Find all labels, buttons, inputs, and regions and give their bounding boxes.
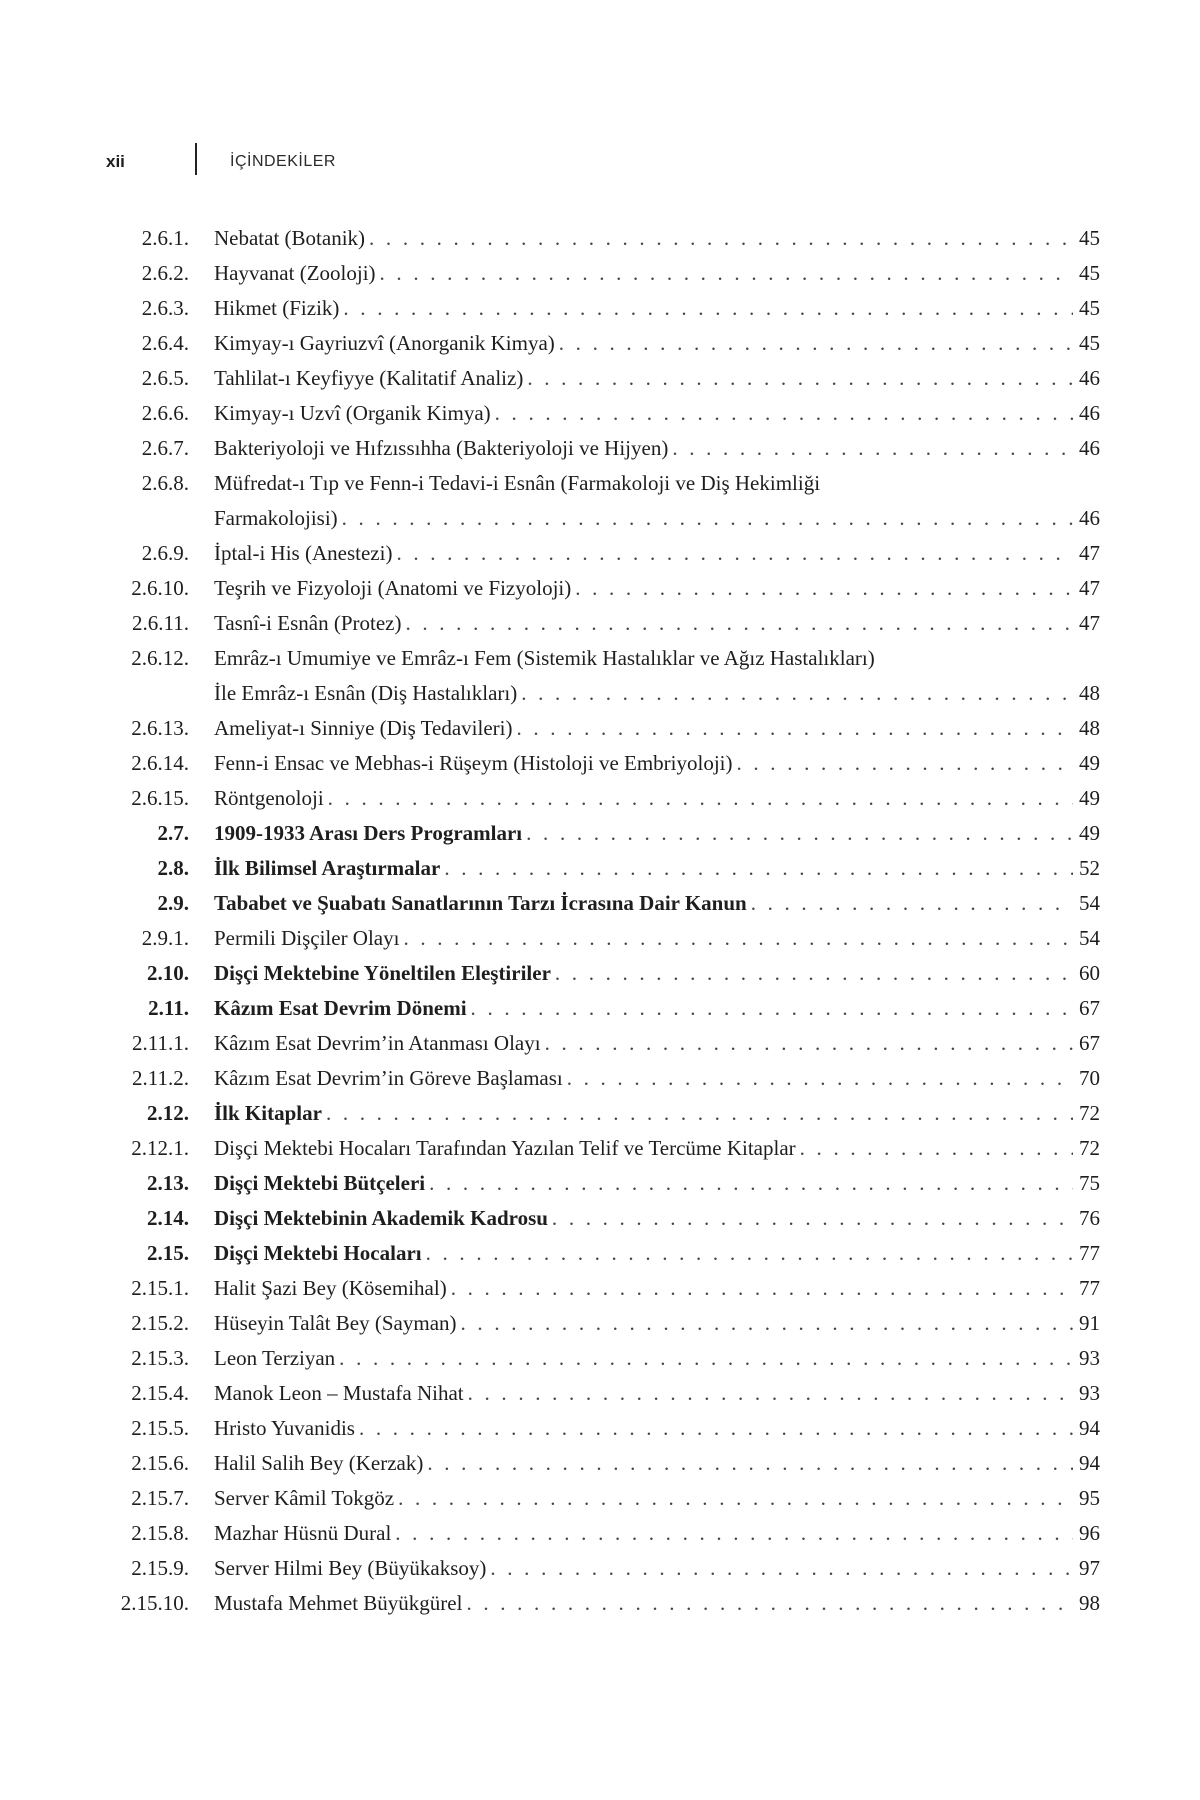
toc-entry-page: 49 [1079,821,1100,845]
dot-leader [466,1586,1073,1621]
toc-entry-number: 2.9. [157,891,189,915]
toc-entry-page: 49 [1079,751,1100,775]
toc-entry-title-area [214,606,1100,641]
dot-leader [444,851,1073,886]
toc-entry[interactable] [0,571,1200,606]
toc-entry-title-area [214,256,1100,291]
toc-entry[interactable] [0,1236,1200,1271]
toc-entry[interactable] [0,606,1200,641]
toc-entry-number: 2.6.12. [131,646,189,670]
dot-leader [326,1096,1073,1131]
toc-entry-number: 2.6.8. [141,471,189,495]
toc-entry-number: 2.15.6. [131,1451,189,1475]
toc-entry[interactable] [0,1026,1200,1061]
toc-entry-number: 2.6.14. [131,751,189,775]
toc-entry-page: 93 [1079,1381,1100,1405]
toc-entry-number: 2.6.9. [141,541,189,565]
toc-entry-title-area [214,1166,1100,1201]
toc-entry-title: Server Kâmil Tokgöz [214,1486,395,1510]
dot-leader [517,711,1074,746]
toc-entry-number: 2.6.13. [131,716,189,740]
toc-entry-title-area [214,1201,1100,1236]
dot-leader [527,361,1073,396]
toc-entry-page: 94 [1079,1451,1100,1475]
toc-entry[interactable] [0,361,1200,396]
dot-leader [403,921,1073,956]
toc-entry[interactable] [0,1166,1200,1201]
toc-entry[interactable] [0,291,1200,326]
toc-entry-page: 76 [1079,1206,1100,1230]
toc-entry-title-area [214,781,1100,816]
toc-entry-title-area [214,1446,1100,1481]
toc-entry-title: Dişçi Mektebine Yöneltilen Eleştiriler [214,961,551,985]
toc-entry[interactable] [0,641,1200,711]
toc-entry-title: Hristo Yuvanidis [214,1416,355,1440]
toc-entry[interactable] [0,1341,1200,1376]
toc-entry-title: Tahlilat-ı Keyfiyye (Kalitatif Analiz) [214,366,524,390]
toc-entry-title: Hayvanat (Zooloji) [214,261,376,285]
toc-entry-page: 72 [1079,1101,1100,1125]
dot-leader [751,886,1073,921]
page-number: xii [106,152,125,171]
toc-entry-title: 1909-1933 Arası Ders Programları [214,821,523,845]
toc-entry-title: Halil Salih Bey (Kerzak) [214,1451,424,1475]
toc-entry-page: 96 [1079,1521,1100,1545]
toc-entry[interactable] [0,1271,1200,1306]
toc-entry[interactable] [0,746,1200,781]
toc-entry-number: 2.15.5. [131,1416,189,1440]
toc-entry-title-area [214,711,1100,746]
toc-entry-number: 2.15.4. [131,1381,189,1405]
toc-entry-title-area [214,851,1100,886]
toc-entry-title-area [214,1516,1100,1551]
toc-entry-number: 2.6.6. [141,401,189,425]
toc-entry-title: Mustafa Mehmet Büyükgürel [214,1591,463,1615]
toc-entry[interactable] [0,956,1200,991]
toc-entry-title-area [214,1096,1100,1131]
toc-entry[interactable] [0,536,1200,571]
toc-entry-number: 2.11.1. [132,1031,189,1055]
toc-entry-title: Hüseyin Talât Bey (Sayman) [214,1311,457,1335]
dot-leader [468,1376,1073,1411]
toc-entry[interactable] [0,816,1200,851]
toc-entry[interactable] [0,431,1200,466]
toc-entry-title-area [214,991,1100,1026]
toc-entry-title-area [214,1061,1100,1096]
toc-entry-title-area [214,886,1100,921]
toc-entry-page: 46 [1079,366,1100,390]
toc-entry-number: 2.12.1. [131,1136,189,1160]
toc-entry-title: Dişçi Mektebi Bütçeleri [214,1171,426,1195]
toc-entry-page: 48 [1079,716,1100,740]
toc-entry-number: 2.12. [147,1101,189,1125]
toc-entry-number: 2.6.5. [141,366,189,390]
toc-entry[interactable] [0,781,1200,816]
toc-entry[interactable] [0,1061,1200,1096]
toc-entry[interactable] [0,1131,1200,1166]
toc-entry-title: Server Hilmi Bey (Büyükaksoy) [214,1556,487,1580]
toc-entry-title-area [214,1411,1100,1446]
dot-leader [461,1306,1073,1341]
dot-leader [567,1061,1073,1096]
toc-entry-title: Farmakolojisi) [214,506,338,530]
header-divider [195,143,197,175]
toc-entry-number: 2.6.11. [132,611,189,635]
toc-entry-title: Kimyay-ı Uzvî (Organik Kimya) [214,401,491,425]
toc-entry[interactable] [0,396,1200,431]
toc-entry-title: İptal-i His (Anestezi) [214,541,393,565]
toc-entry-page: 77 [1079,1276,1100,1300]
toc-entry-title-area [214,361,1100,396]
toc-entry-title-area [214,1376,1100,1411]
dot-leader [490,1551,1073,1586]
toc-entry-number: 2.6.10. [131,576,189,600]
toc-entry-number: 2.15.3. [131,1346,189,1370]
toc-entry[interactable] [0,326,1200,361]
toc-entry-page: 77 [1079,1241,1100,1265]
toc-entry-title: İle Emrâz-ı Esnân (Diş Hastalıkları) [214,681,518,705]
toc-entry-number: 2.11.2. [132,1066,189,1090]
toc-entry-title: Dişçi Mektebinin Akademik Kadrosu [214,1206,548,1230]
toc-entry-title: Dişçi Mektebi Hocaları Tarafından Yazılan Telif ve Tercüme Kitaplar [214,1136,796,1160]
toc-entry[interactable] [0,991,1200,1026]
toc-entry-title-area [214,921,1100,956]
dot-leader [398,1481,1073,1516]
toc-entry-title: Hikmet (Fizik) [214,296,340,320]
toc-entry-number: 2.15.9. [131,1556,189,1580]
dot-leader [369,221,1073,256]
toc-entry-title-area [214,1236,1100,1271]
dot-leader [429,1166,1073,1201]
dot-leader [800,1131,1073,1166]
toc-entry-number: 2.15.1. [131,1276,189,1300]
toc-entry-title: Kâzım Esat Devrim’in Atanması Olayı [214,1031,541,1055]
dot-leader [737,746,1074,781]
toc-entry-title-line1: Müfredat-ı Tıp ve Fenn-i Tedavi-i Esnân (Farmakoloji ve Diş Hekimliği [214,471,821,495]
toc-entry[interactable] [0,1481,1200,1516]
toc-entry-number: 2.9.1. [141,926,189,950]
toc-entry-number: 2.11. [148,996,189,1020]
toc-entry-title-area [214,466,1100,536]
toc-entry-title-area [214,1586,1100,1621]
toc-entry-page: 67 [1079,1031,1100,1055]
toc-entry-number: 2.15. [147,1241,189,1265]
toc-entry[interactable] [0,851,1200,886]
toc-entry-page: 95 [1079,1486,1100,1510]
toc-entry-page: 45 [1079,261,1100,285]
toc-entry-page: 47 [1079,576,1100,600]
toc-entry-title: Teşrih ve Fizyoloji (Anatomi ve Fizyoloji) [214,576,572,600]
toc-entry-number: 2.7. [157,821,189,845]
toc-entry[interactable] [0,1586,1200,1621]
dot-leader [526,816,1073,851]
toc-entry-title-area [214,1131,1100,1166]
dot-leader [359,1411,1073,1446]
toc-entry-number: 2.6.3. [141,296,189,320]
dot-leader [545,1026,1073,1061]
toc-entry-page: 45 [1079,331,1100,355]
toc-entry-page: 91 [1079,1311,1100,1335]
toc-entry-title: İlk Bilimsel Araştırmalar [214,856,441,880]
toc-entry-title-area [214,746,1100,781]
toc-entry-number: 2.15.8. [131,1521,189,1545]
toc-entry-title: Kâzım Esat Devrim Dönemi [214,996,467,1020]
dot-leader [672,431,1073,466]
dot-leader [328,781,1073,816]
toc-entry[interactable] [0,1411,1200,1446]
toc-entry-title: Leon Terziyan [214,1346,336,1370]
toc-entry-title-area [214,431,1100,466]
dot-leader [559,326,1073,361]
toc-entry-page: 98 [1079,1591,1100,1615]
toc-entry-title: Manok Leon – Mustafa Nihat [214,1381,464,1405]
toc-entry-page: 75 [1079,1171,1100,1195]
toc-entry-title-area [214,1271,1100,1306]
toc-entry-title: Fenn-i Ensac ve Mebhas-i Rüşeym (Histoloji ve Embriyoloji) [214,751,733,775]
toc-entry-title-area [214,1306,1100,1341]
toc-entry-page: 94 [1079,1416,1100,1440]
toc-entry-number: 2.10. [147,961,189,985]
toc-entry[interactable] [0,1551,1200,1586]
toc-entry-title: Röntgenoloji [214,786,324,810]
toc-entry-page: 60 [1079,961,1100,985]
toc-entry-title-line1: Emrâz-ı Umumiye ve Emrâz-ı Fem (Sistemik Hastalıklar ve Ağız Hastalıkları) [214,646,875,670]
toc-entry[interactable] [0,921,1200,956]
dot-leader [405,606,1073,641]
toc-entry-page: 70 [1079,1066,1100,1090]
toc-entry-page: 97 [1079,1556,1100,1580]
toc-entry-title: Tasnî-i Esnân (Protez) [214,611,402,635]
toc-entry-title: Kâzım Esat Devrim’in Göreve Başlaması [214,1066,563,1090]
toc-entry-title-area [214,1481,1100,1516]
dot-leader [343,291,1073,326]
dot-leader [426,1236,1073,1271]
toc-entry[interactable] [0,1376,1200,1411]
toc-entry-page: 67 [1079,996,1100,1020]
toc-entry[interactable] [0,256,1200,291]
toc-entry-title-area [214,396,1100,431]
toc-entry-title-area [214,221,1100,256]
toc-entry[interactable] [0,1516,1200,1551]
toc-entry-title: Dişçi Mektebi Hocaları [214,1241,422,1265]
toc-entry-title-area [214,641,1100,711]
toc-entry-page: 93 [1079,1346,1100,1370]
toc-entry-title: Kimyay-ı Gayriuzvî (Anorganik Kimya) [214,331,555,355]
dot-leader [395,1516,1073,1551]
toc-entry-title-area [214,1551,1100,1586]
toc-entry-number: 2.15.10. [120,1591,189,1615]
toc-entry-title-area [214,1026,1100,1061]
toc-entry-number: 2.15.7. [131,1486,189,1510]
dot-leader [342,501,1073,536]
dot-leader [380,256,1073,291]
toc-entry-title-area [214,816,1100,851]
page-header [0,149,1200,179]
toc-entry-title-area [214,571,1100,606]
toc-entry-page: 45 [1079,296,1100,320]
toc-entry-page: 54 [1079,891,1100,915]
toc-entry-title-area [214,956,1100,991]
dot-leader [555,956,1073,991]
dot-leader [471,991,1073,1026]
toc-entry-number: 2.14. [147,1206,189,1230]
toc-entry-title: Permili Dişçiler Olayı [214,926,400,950]
toc-entry-title-area [214,1341,1100,1376]
toc-entry[interactable] [0,1096,1200,1131]
toc-entry-title: Tababet ve Şuabatı Sanatlarının Tarzı İcrasına Dair Kanun [214,891,747,915]
toc-entry-page: 49 [1079,786,1100,810]
toc-entry-page: 45 [1079,226,1100,250]
toc-entry[interactable] [0,1446,1200,1481]
toc-entry-title: Halit Şazi Bey (Kösemihal) [214,1276,447,1300]
table-of-contents [0,221,1200,1621]
toc-entry-title: Mazhar Hüsnü Dural [214,1521,392,1545]
toc-entry-title: Nebatat (Botanik) [214,226,366,250]
toc-entry-number: 2.6.7. [141,436,189,460]
toc-entry-title: Bakteriyoloji ve Hıfzıssıhha (Bakteriyoloji ve Hijyen) [214,436,669,460]
toc-entry-number: 2.6.4. [141,331,189,355]
toc-entry-page: 46 [1079,436,1100,460]
toc-entry-page: 47 [1079,611,1100,635]
dot-leader [495,396,1073,431]
toc-entry-page: 48 [1079,681,1100,705]
toc-entry-title: İlk Kitaplar [214,1101,322,1125]
toc-entry-number: 2.15.2. [131,1311,189,1335]
toc-entry[interactable] [0,1306,1200,1341]
toc-entry-number: 2.6.15. [131,786,189,810]
dot-leader [451,1271,1073,1306]
toc-entry[interactable] [0,711,1200,746]
dot-leader [339,1341,1073,1376]
toc-entry-number: 2.6.2. [141,261,189,285]
toc-entry-number: 2.6.1. [141,226,189,250]
dot-leader [427,1446,1073,1481]
toc-entry-page: 47 [1079,541,1100,565]
toc-entry-title-area [214,291,1100,326]
dot-leader [552,1201,1073,1236]
toc-entry[interactable] [0,221,1200,256]
dot-leader [396,536,1073,571]
toc-entry-title-area [214,536,1100,571]
toc-entry-number: 2.13. [147,1171,189,1195]
toc-entry[interactable] [0,1201,1200,1236]
toc-entry-page: 46 [1079,506,1100,530]
toc-entry-page: 72 [1079,1136,1100,1160]
toc-entry-page: 46 [1079,401,1100,425]
toc-entry[interactable] [0,466,1200,536]
toc-entry-title: Ameliyat-ı Sinniye (Diş Tedavileri) [214,716,513,740]
toc-entry-number: 2.8. [157,856,189,880]
toc-entry-title-area [214,326,1100,361]
dot-leader [575,571,1073,606]
running-title: İÇİNDEKİLER [230,153,336,170]
toc-entry-page: 52 [1079,856,1100,880]
dot-leader [521,676,1073,711]
toc-entry[interactable] [0,886,1200,921]
toc-entry-page: 54 [1079,926,1100,950]
